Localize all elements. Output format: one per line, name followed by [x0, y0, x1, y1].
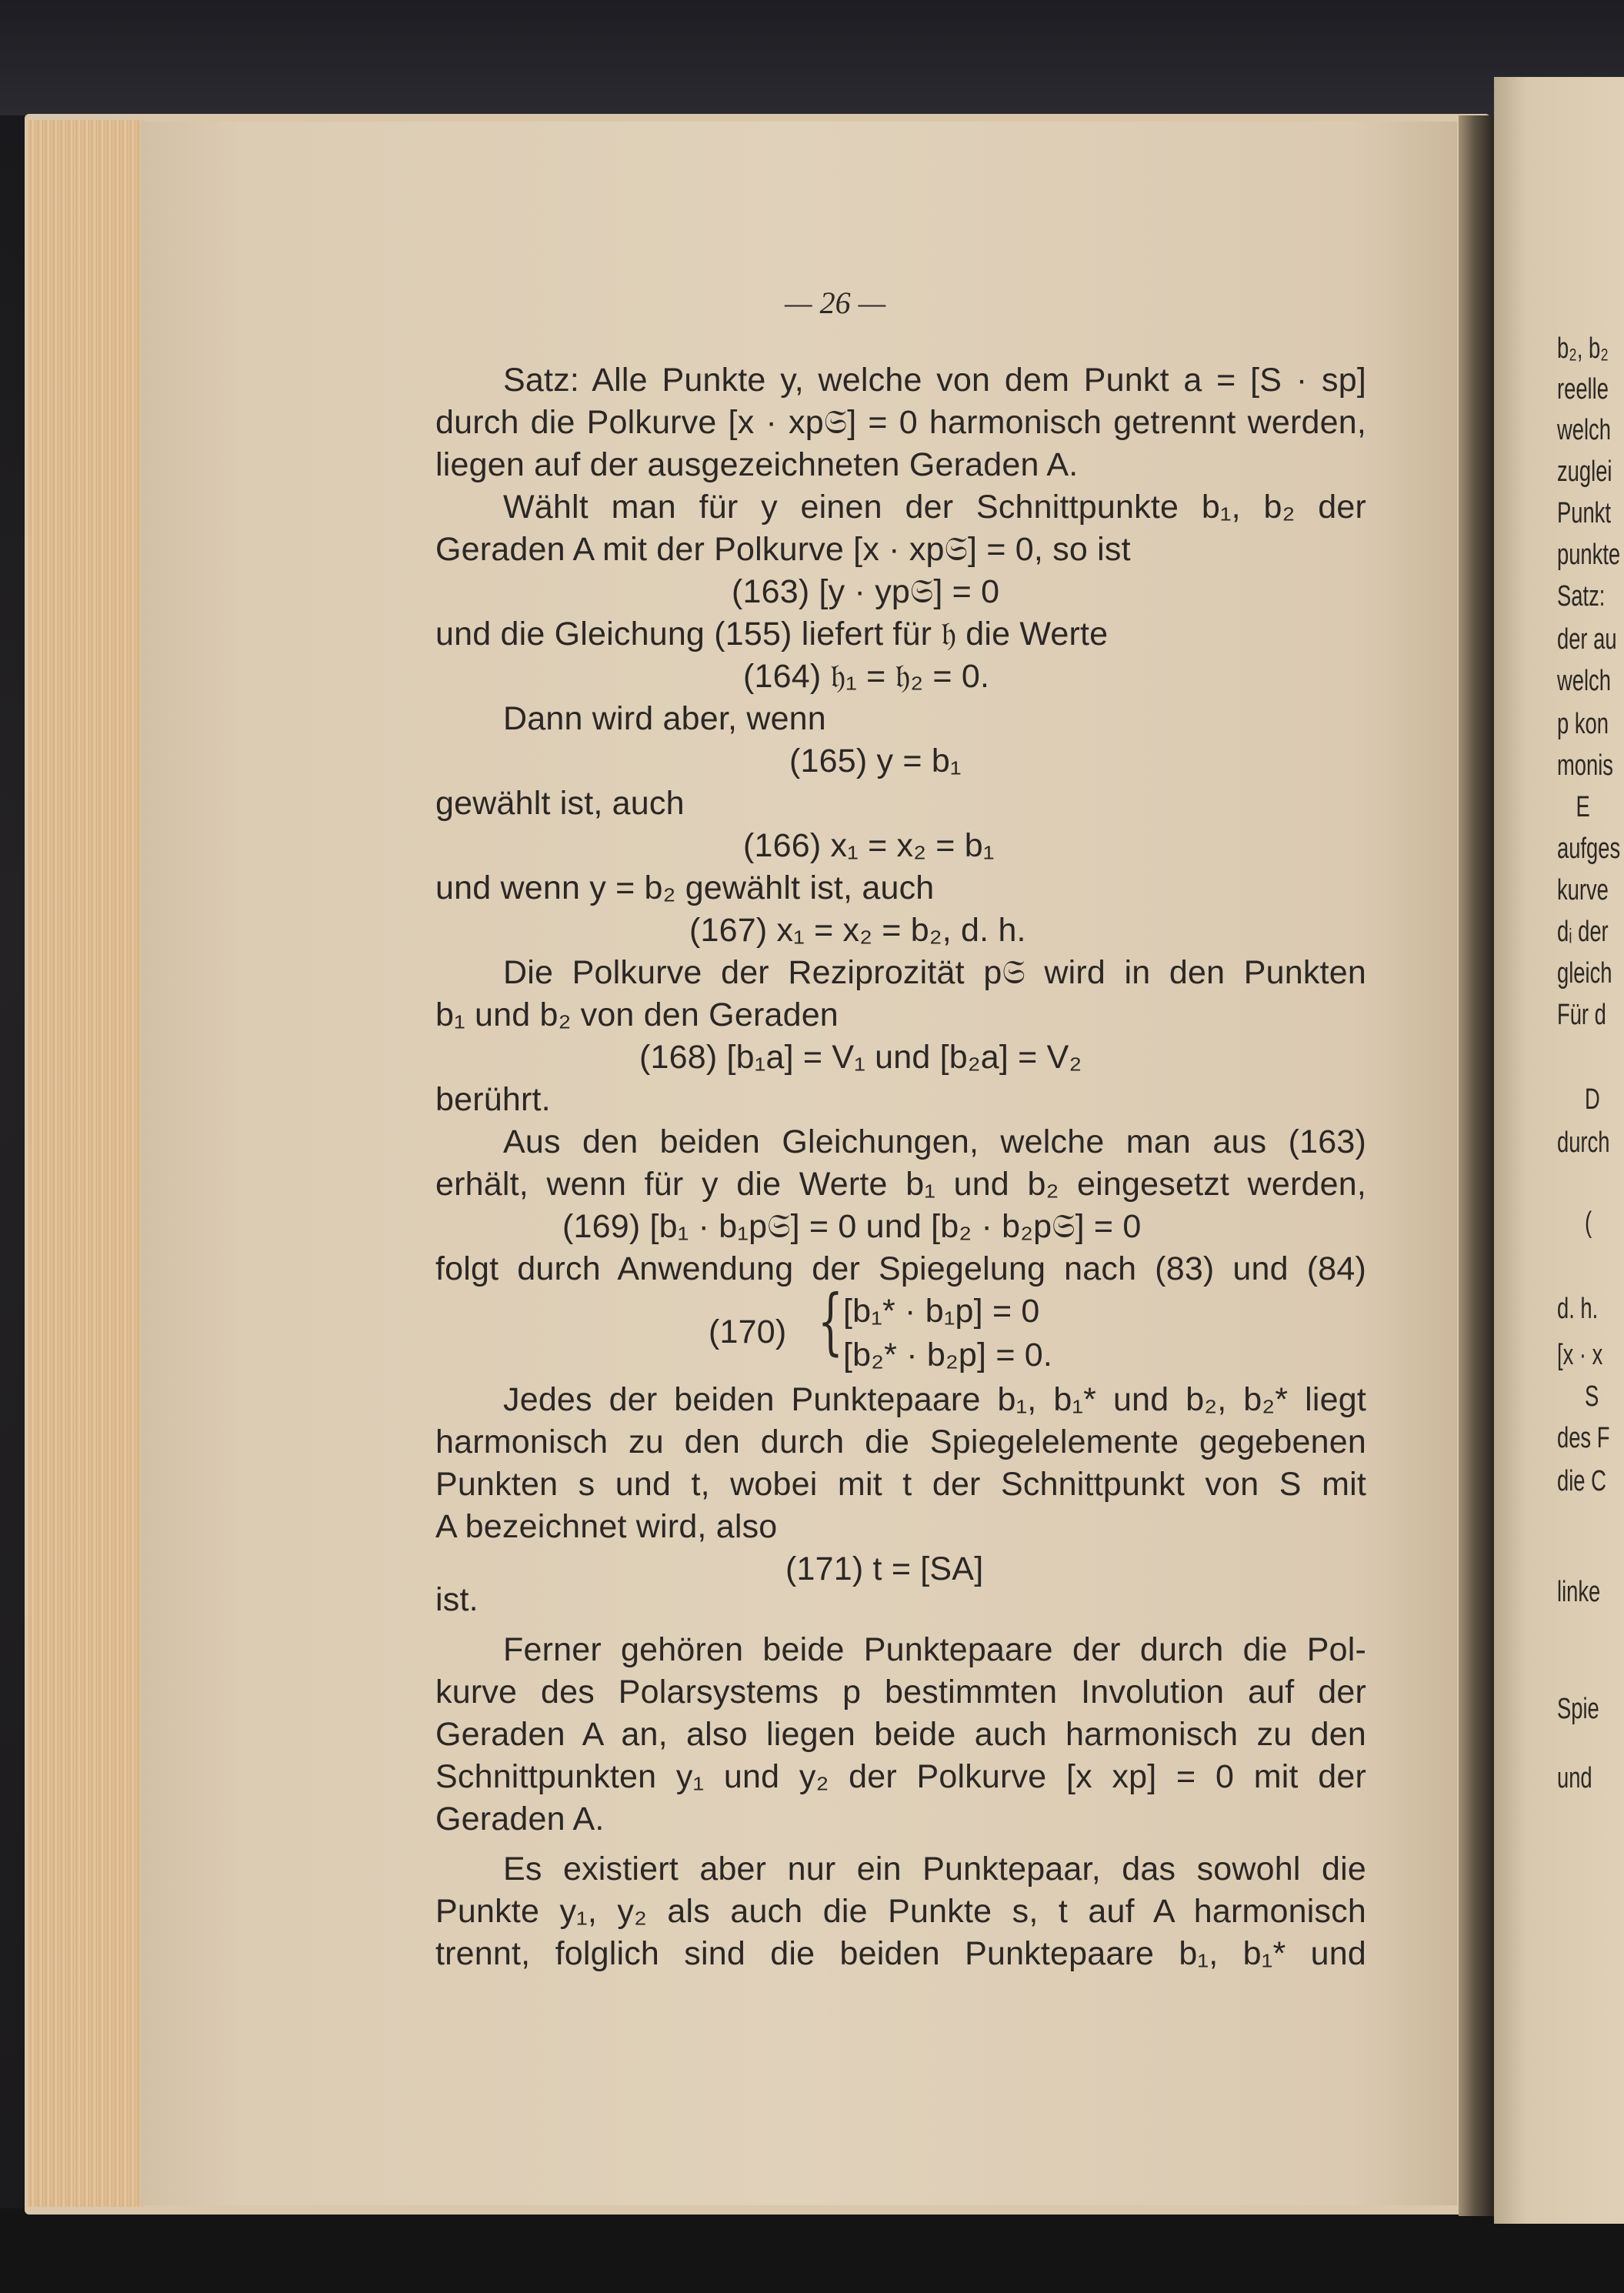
page-edges: [28, 120, 143, 2207]
equation-line: (164) 𝔥₁ = 𝔥₂ = 0.: [743, 658, 990, 695]
text-line: durch die Polkurve [x · xp𝔖] = 0 harmonisch getrennt werden,: [435, 404, 1366, 441]
text-line: Wählt man für y einen der Schnittpunkte b₁, b₂ der: [503, 489, 1366, 526]
fragment-line: des F: [1557, 1422, 1610, 1454]
equation-line: [b₂* · b₂p] = 0.: [843, 1337, 1053, 1373]
fragment-line: aufges: [1557, 833, 1621, 865]
fragment-line: E: [1576, 791, 1590, 823]
text-line: A bezeichnet wird, also: [435, 1508, 778, 1545]
text-line: und die Gleichung (155) liefert für 𝔥 die Werte: [435, 616, 1109, 653]
brace-symbol: {: [818, 1280, 844, 1363]
fragment-line: [x · x: [1557, 1339, 1603, 1371]
fragment-line: reelle: [1557, 373, 1609, 406]
equation-line: (171) t = [SA]: [785, 1550, 984, 1587]
equation-line: (169) [b₁ · b₁p𝔖] = 0 und [b₂ · b₂p𝔖] = 0: [562, 1208, 1142, 1245]
text-line: Geraden A an, also liegen beide auch harmonisch zu den: [435, 1716, 1366, 1753]
fragment-line: S: [1585, 1380, 1599, 1413]
fragment-line: welch: [1557, 414, 1611, 446]
text-line: Geraden A.: [435, 1801, 605, 1837]
text-line: Ferner gehören beide Punktepaare der durch die Pol-: [503, 1631, 1366, 1668]
text-line: Satz: Alle Punkte y, welche von dem Punkt a = [S · sp]: [503, 362, 1366, 399]
equation-line: (166) x₁ = x₂ = b₁: [743, 827, 995, 864]
fragment-line: gleich: [1557, 957, 1612, 990]
text-line: ist.: [435, 1581, 479, 1618]
text-line: Dann wird aber, wenn: [503, 700, 826, 737]
equation-line: [b₁* · b₁p] = 0: [843, 1293, 1040, 1330]
text-line: trennt, folglich sind die beiden Punktepaare b₁, b₁* und: [435, 1935, 1366, 1972]
equation-line: (163) [y · yp𝔖] = 0: [732, 573, 1000, 610]
fragment-line: dᵢ der: [1557, 916, 1609, 948]
fragment-line: der au: [1557, 623, 1617, 656]
fragment-line: d. h.: [1557, 1293, 1599, 1325]
page-number: — 26 —: [785, 285, 886, 320]
fragment-line: die C: [1557, 1465, 1606, 1497]
text-line: b₁ und b₂ von den Geraden: [435, 996, 839, 1033]
fragment-line: und: [1557, 1762, 1592, 1794]
text-line: liegen auf der ausgezeichneten Geraden A.: [435, 446, 1079, 483]
right-page: [1494, 77, 1624, 2224]
fragment-line: durch: [1557, 1126, 1610, 1159]
equation-line: (165) y = b₁: [789, 743, 962, 779]
fragment-line: Spie: [1557, 1693, 1599, 1725]
equation-line: (167) x₁ = x₂ = b₂, d. h.: [689, 912, 1026, 949]
book-gutter: [1459, 115, 1494, 2216]
fragment-line: Satz:: [1557, 580, 1606, 612]
fragment-line: b₂, b₂: [1557, 332, 1609, 365]
text-line: folgt durch Anwendung der Spiegelung nach (83) und (84): [435, 1250, 1366, 1287]
fragment-line: punkte: [1557, 539, 1621, 571]
fragment-line: Punkt: [1557, 497, 1611, 529]
text-line: und wenn y = b₂ gewählt ist, auch: [435, 869, 935, 906]
text-line: Punkten s und t, wobei mit t der Schnittpunkt von S mit: [435, 1466, 1366, 1503]
text-line: gewählt ist, auch: [435, 785, 685, 822]
fragment-line: zuglei: [1557, 456, 1612, 488]
background-top: [0, 0, 1624, 115]
text-line: Schnittpunkten y₁ und y₂ der Polkurve [x xp] = 0 mit der: [435, 1758, 1366, 1795]
text-line: Punkte y₁, y₂ als auch die Punkte s, t auf A harmonisch: [435, 1893, 1366, 1930]
text-line: Aus den beiden Gleichungen, welche man aus (163): [503, 1123, 1366, 1160]
fragment-line: p kon: [1557, 708, 1609, 740]
background-bottom: [0, 2208, 1624, 2293]
equation-number: (170): [709, 1313, 787, 1350]
text-line: Die Polkurve der Reziprozität p𝔖 wird in den Punkten: [503, 954, 1366, 991]
fragment-line: linke: [1557, 1576, 1601, 1608]
equation-line: (168) [b₁a] = V₁ und [b₂a] = V₂: [639, 1039, 1082, 1076]
fragment-line: D: [1585, 1083, 1600, 1116]
text-line: Jedes der beiden Punktepaare b₁, b₁* und b₂, b₂* liegt: [503, 1381, 1366, 1418]
text-line: Es existiert aber nur ein Punktepaar, das sowohl die: [503, 1851, 1366, 1887]
text-line: harmonisch zu den durch die Spiegelelemente gegebenen: [435, 1424, 1366, 1460]
fragment-line: Für d: [1557, 999, 1606, 1031]
text-line: Geraden A mit der Polkurve [x · xp𝔖] = 0, so ist: [435, 531, 1131, 568]
fragment-line: (: [1585, 1207, 1592, 1239]
text-line: kurve des Polarsystems p bestimmten Involution auf der: [435, 1674, 1366, 1711]
text-line: berührt.: [435, 1081, 551, 1118]
fragment-line: kurve: [1557, 874, 1609, 906]
fragment-line: monis: [1557, 749, 1613, 782]
text-line: erhält, wenn für y die Werte b₁ und b₂ eingesetzt werden,: [435, 1166, 1366, 1203]
fragment-line: welch: [1557, 665, 1611, 697]
